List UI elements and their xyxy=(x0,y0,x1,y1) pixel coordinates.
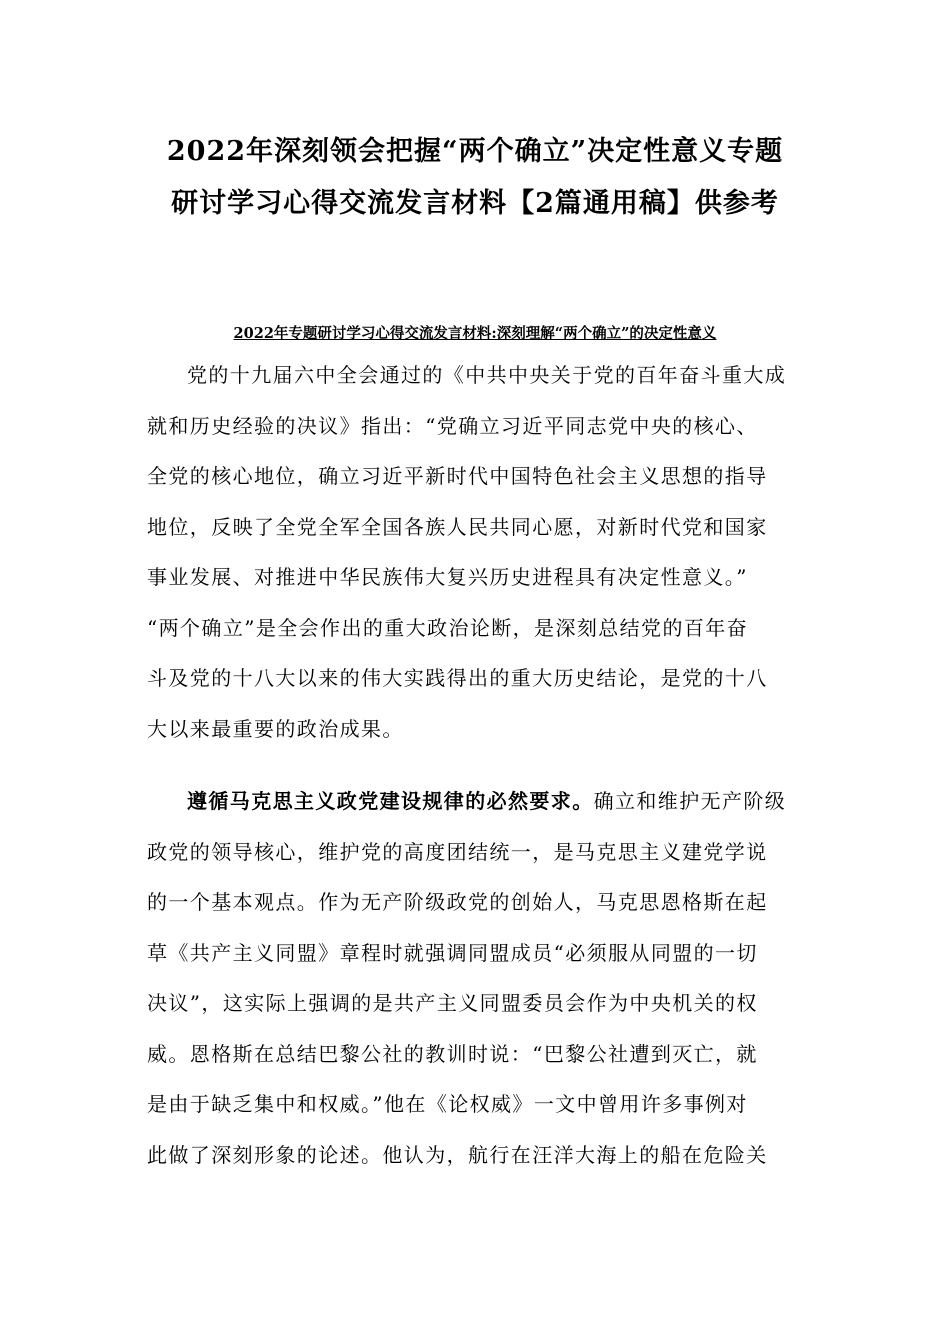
article-subtitle: 2022年专题研讨学习心得交流发言材料:深刻理解“两个确立”的决定性意义 xyxy=(233,325,717,342)
paragraph-line: 威。恩格斯在总结巴黎公社的教训时说：“巴黎公社遭到灭亡，就 xyxy=(147,1041,758,1066)
title-line-2: 研讨学习心得交流发言材料【2篇通用稿】供参考 xyxy=(171,188,779,219)
paragraph-line: “两个确立”是全会作出的重大政治论断，是深刻总结党的百年奋 xyxy=(147,615,749,640)
paragraph-first-line xyxy=(147,776,807,827)
paragraph-line: 的一个基本观点。作为无产阶级政党的创始人，马克思恩格斯在起 xyxy=(147,890,768,914)
paragraph-line: 政党的领导核心，维护党的高度团结统一，是马克思主义建党学说 xyxy=(147,839,768,864)
paragraph-line: 大以来最重要的政治成果。 xyxy=(147,716,404,741)
paragraph-line: 是由于缺乏集中和权威。”他在《论权威》一文中曾用许多事例对 xyxy=(147,1092,748,1116)
paragraph-line: 决议”，这实际上强调的是共产主义同盟委员会作为中央机关的权 xyxy=(147,991,758,1015)
paragraph-line: 此做了深刻形象的论述。他认为，航行在汪洋大海上的船在危险关 xyxy=(147,1142,768,1167)
document-title xyxy=(100,126,850,230)
paragraph-1 xyxy=(147,350,807,754)
paragraph-line: 事业发展、对推进中华民族伟大复兴历史进程具有决定性意义。” xyxy=(147,565,748,589)
paragraph-line: 地位，反映了全党全军全国各族人民共同心愿，对新时代党和国家 xyxy=(147,514,768,539)
paragraph-line: 草《共产主义同盟》章程时就强调同盟成员“必须服从同盟的一切 xyxy=(147,940,758,965)
paragraph-line: 党的十九届六中全会通过的《中共中央关于党的百年奋斗重大成 xyxy=(187,363,787,387)
paragraph-line: 全党的核心地位，确立习近平新时代中国特色社会主义思想的指导 xyxy=(147,464,768,488)
paragraph-lead-heading: 遵循马克思主义政党建设规律的必然要求。 xyxy=(187,789,594,813)
paragraph-line: 就和历史经验的决议》指出：“党确立习近平同志党中央的核心、 xyxy=(147,413,758,438)
paragraph-2 xyxy=(147,776,807,1180)
paragraph-line: 斗及党的十八大以来的伟大实践得出的重大历史结论，是党的十八 xyxy=(147,666,768,690)
paragraph-first-line-rest: 确立和维护无产阶级 xyxy=(593,789,787,813)
title-line-1: 2022年深刻领会把握“两个确立”决定性意义专题 xyxy=(166,136,784,167)
